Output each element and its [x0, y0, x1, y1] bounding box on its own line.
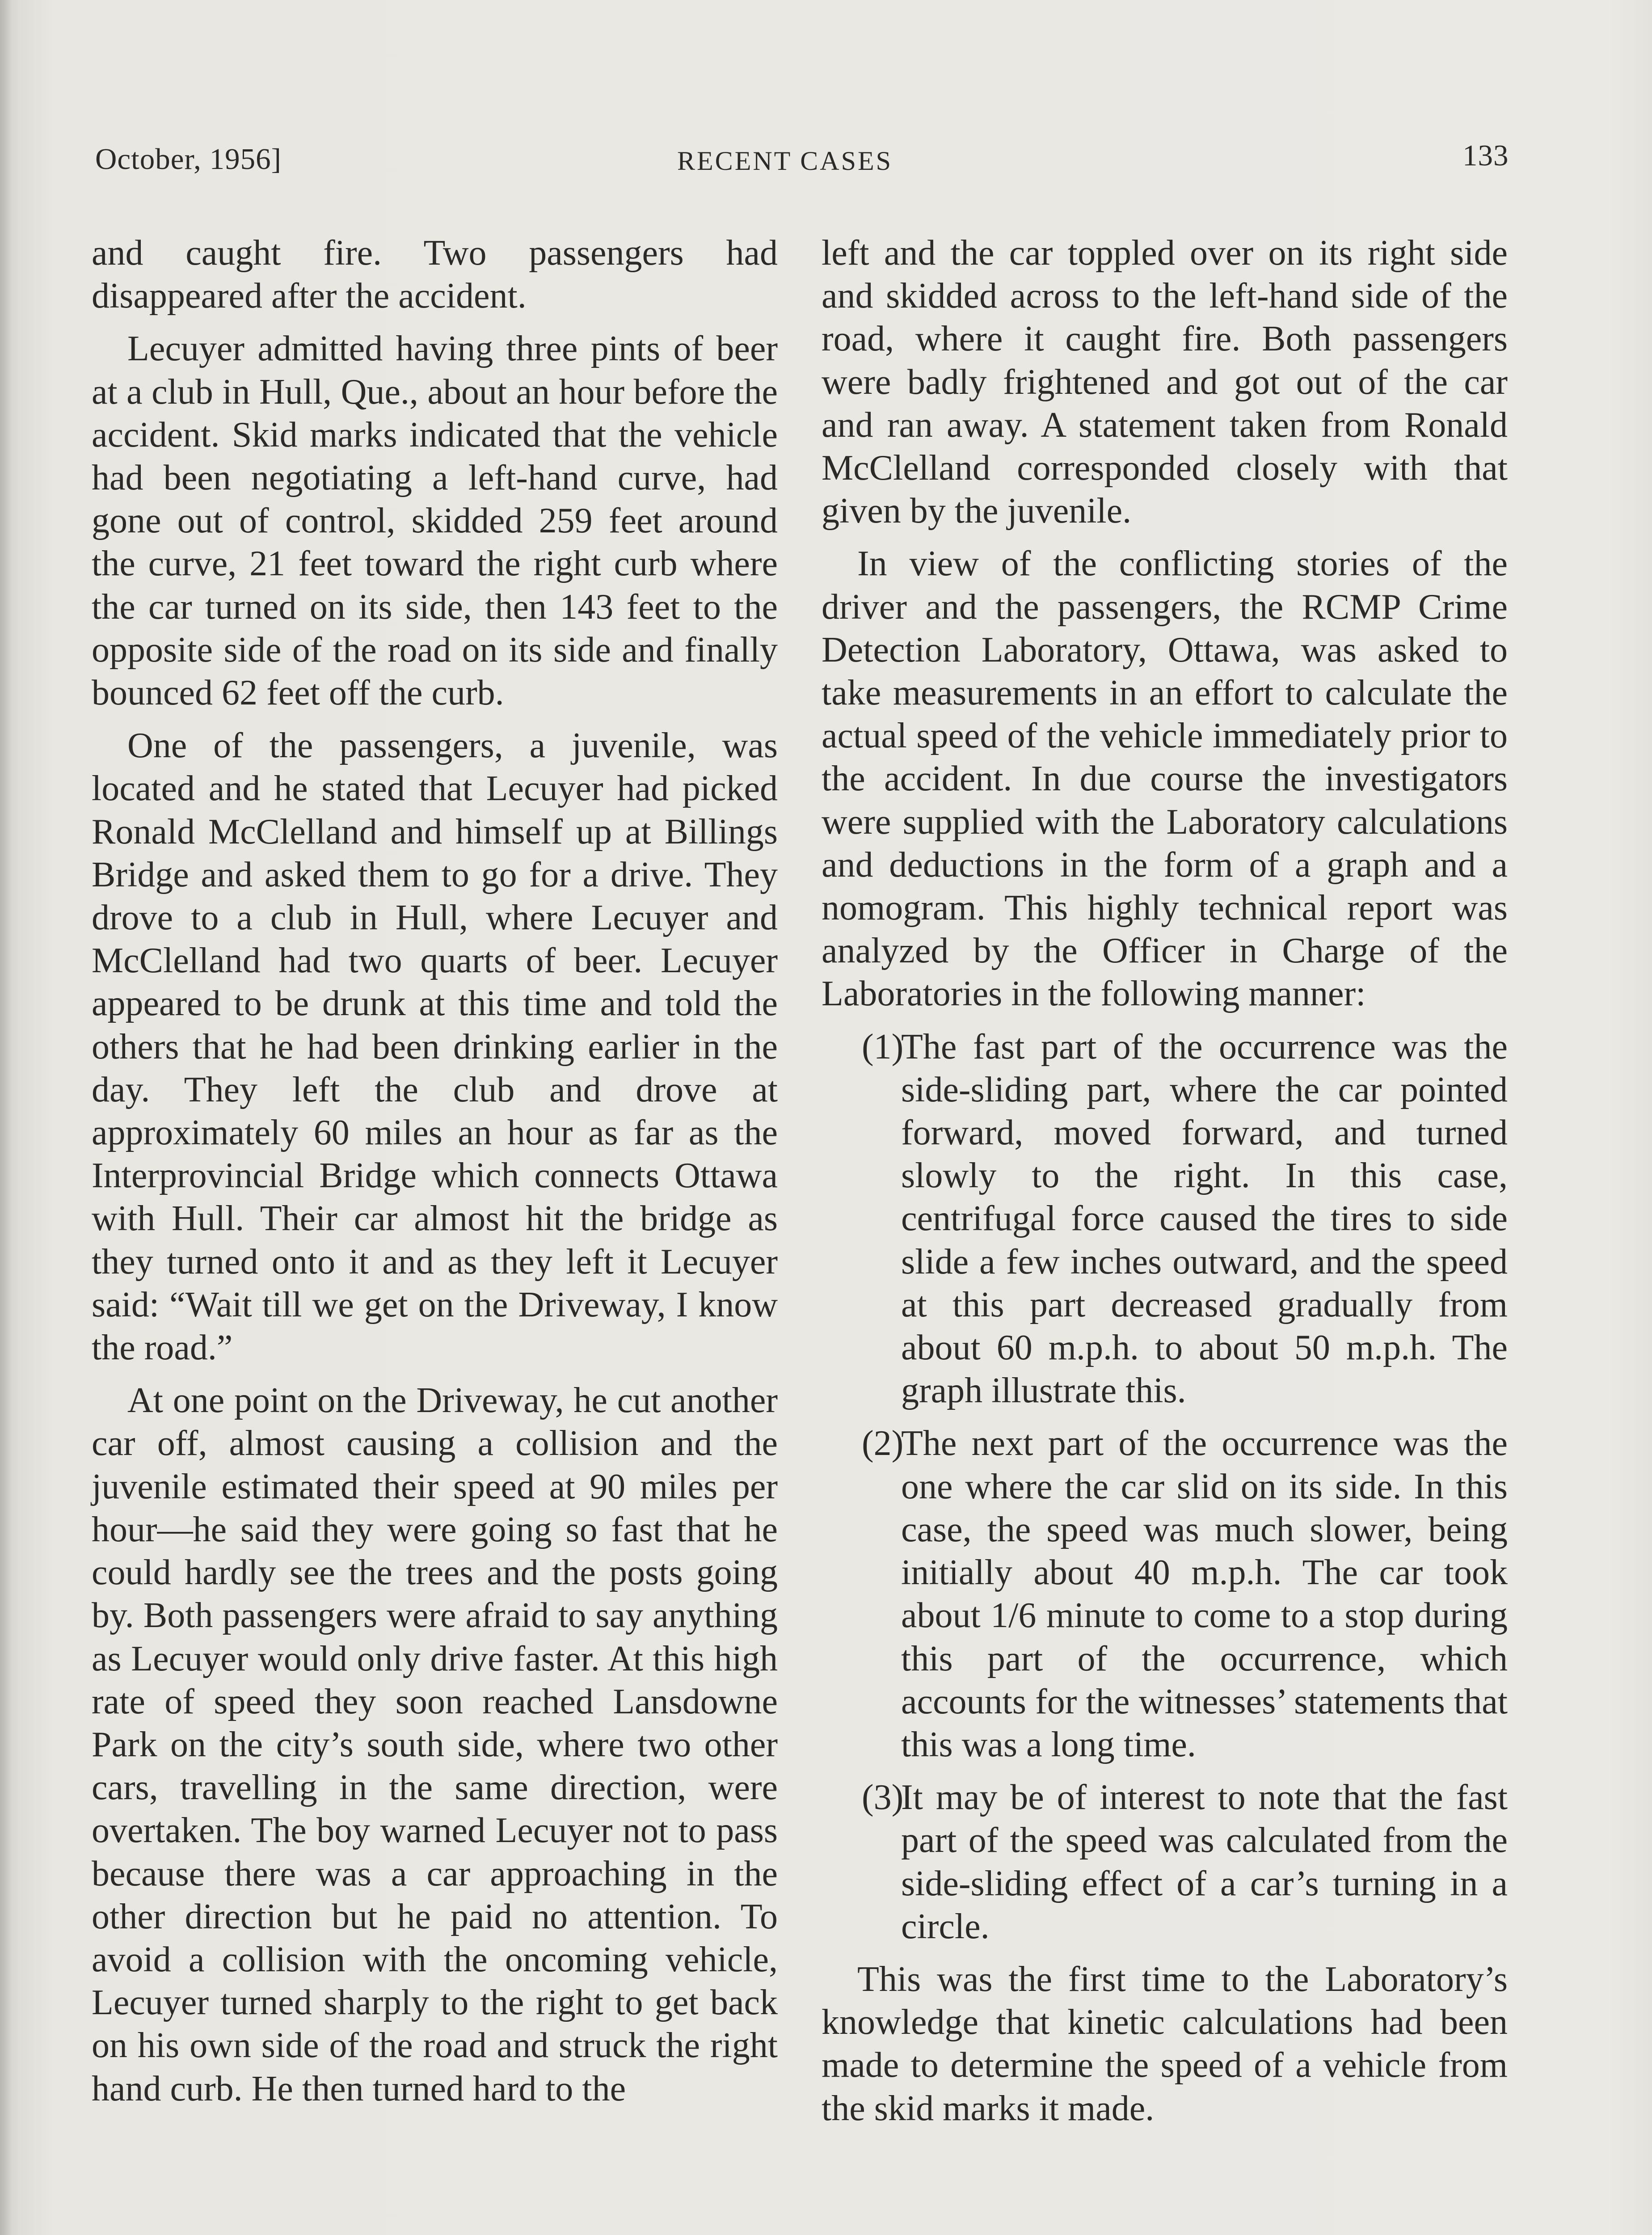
paragraph: This was the first time to the Laboratory’s knowledge that kinetic calculations had been made to determine the speed of a vehicle from the skid marks it made.: [822, 1959, 1508, 2128]
numbered-list-item: [822, 1776, 1508, 1948]
paragraph: Lecuyer admitted having three pints of beer at a club in Hull, Que., about an hour before the accident. Skid marks indicated that the vehicle had been negotiating a left-hand curve, had gone out of control, skidded 259 feet around the curve, 21 feet toward the right curb where the car turned on its side, then 143 feet to the opposite side of the road on its side and finally bounced 62 feet off the curb.: [92, 329, 778, 713]
running-head-date: October, 1956]: [95, 143, 282, 176]
paragraph: In view of the conflicting stories of the driver and the passengers, the RCMP Crime Detection Laboratory, Ottawa, was asked to take measurements in an effort to calculate the actual speed of the vehicle immediately prior to the accident. In due course the investigators were supplied with the Laboratory calculations and deductions in the form of a graph and a nomogram. This highly technical report was analyzed by the Officer in Charge of the Laboratories in the following manner:: [822, 544, 1508, 1014]
paragraph: At one point on the Driveway, he cut another car off, almost causing a collision and the juvenile estimated their speed at 90 miles per hour—he said they were going so fast that he could hardly see the trees and the posts going by. Both passengers were afraid to say anything as Lecuyer would only drive faster. At this high rate of speed they soon reached Lansdowne Park on the city’s south side, where two other cars, travelling in the same direction, were overtaken. The boy warned Lecuyer not to pass because there was a car approaching in the other direction but he paid no attention. To avoid a collision with the oncoming vehicle, Lecuyer turned sharply to the right to get back on his own side of the road and struck the right hand curb. He then turned hard to the: [92, 1381, 778, 2108]
list-text: The fast part of the occurrence was the side-sliding part, where the car pointed forward, moved forward, and turned slowly to the right. In this case, centrifugal force caused the tires to side slide a few inches outward, and the speed at this part decreased gradually from about 60 m.p.h. to about 50 m.p.h. The graph illustrate this.: [901, 1027, 1508, 1411]
right-column: [822, 232, 1508, 2140]
numbered-list-item: [822, 1422, 1508, 1766]
paragraph: left and the car toppled over on its right side and skidded across to the left-hand side of the road, where it caught fire. Both passengers were badly frightened and got out of the car and ran away. A statement taken from Ronald McClelland corresponded closely with that given by the juvenile.: [822, 233, 1508, 531]
binding-shadow: [0, 0, 12, 2235]
left-column: [92, 232, 778, 2120]
list-number: (3): [862, 1778, 904, 1818]
paragraph: One of the passengers, a juvenile, was located and he stated that Lecuyer had picked Ronald McClelland and himself up at Billings Bridge and asked them to go for a drive. They drove to a club in Hull, where Lecuyer and McClelland had two quarts of beer. Lecuyer appeared to be drunk at this time and told the others that he had been drinking earlier in the day. They left the club and drove at approximately 60 miles an hour as far as the Interprovincial Bridge which connects Ottawa with Hull. Their car almost hit the bridge as they turned onto it and as they left it Lecuyer said: “Wait till we get on the Driveway, I know the road.”: [92, 726, 778, 1368]
paragraph: and caught fire. Two passengers had disappeared after the accident.: [92, 233, 778, 316]
numbered-list-item: [822, 1025, 1508, 1413]
list-number: (2): [862, 1424, 904, 1463]
page-number: 133: [1462, 139, 1509, 172]
running-head-section: RECENT CASES: [677, 146, 893, 176]
list-number: (1): [862, 1027, 904, 1067]
list-text: It may be of interest to note that the fast part of the speed was calculated from the side-sliding effect of a car’s turning in a circle.: [901, 1778, 1508, 1946]
list-text: The next part of the occurrence was the one where the car slid on its side. In this case, the speed was much slower, being initially about 40 m.p.h. The car took about 1/6 minute to come to a stop during this part of the occurrence, which accounts for the witnesses’ statements that this was a long time.: [901, 1424, 1508, 1764]
